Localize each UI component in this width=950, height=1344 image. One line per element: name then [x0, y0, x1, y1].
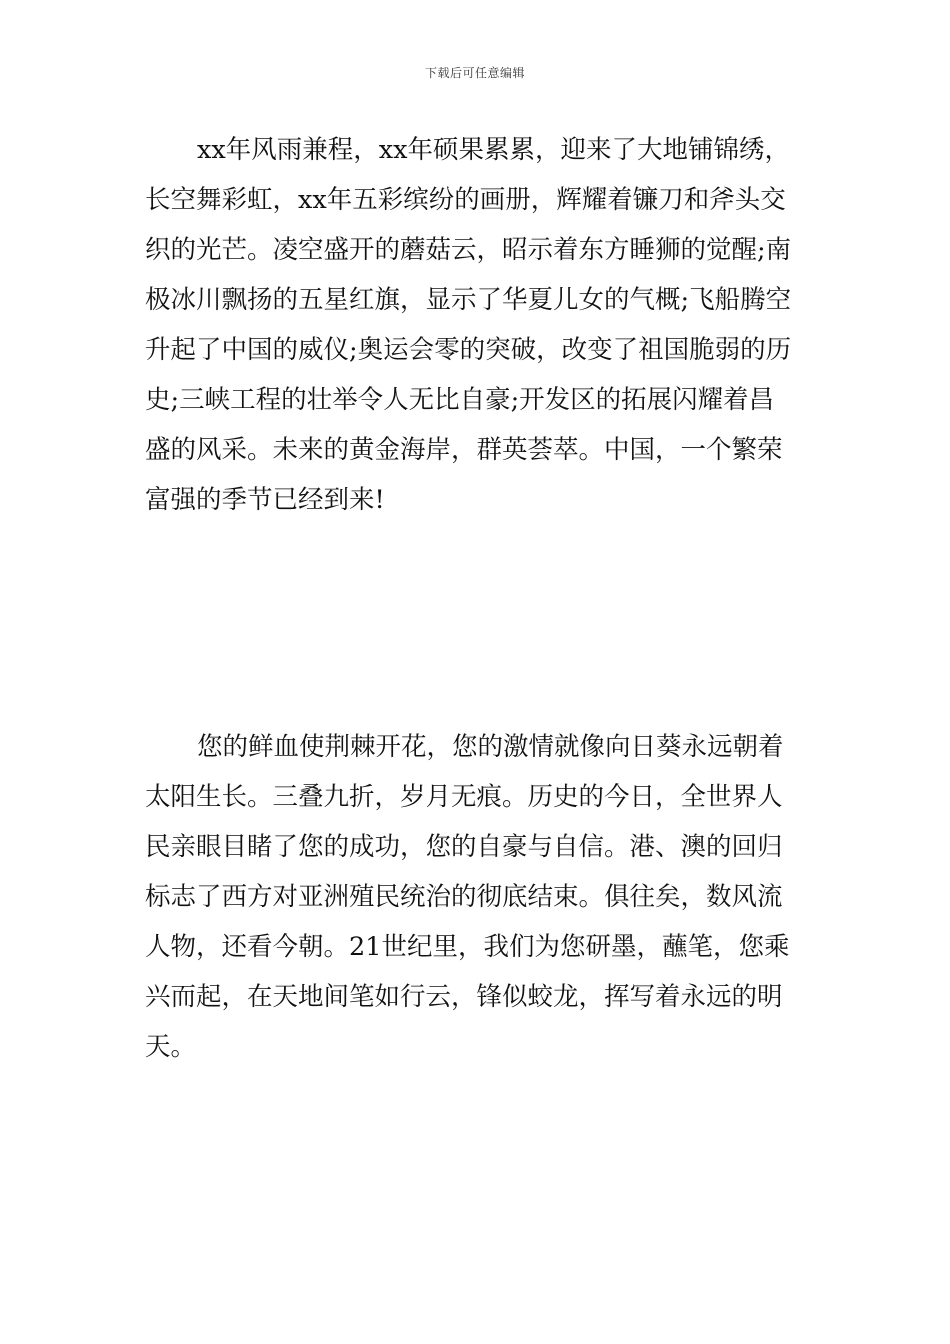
paragraph-line: 盛的风采。未来的黄金海岸，群英荟萃。中国，一个繁荣 — [145, 435, 783, 465]
paragraph-line: 标志了西方对亚洲殖民统治的彻底结束。俱往矣，数风流 — [145, 882, 783, 912]
paragraph-line: 织的光芒。凌空盛开的蘑菇云，昭示着东方睡狮的觉醒;南 — [145, 235, 792, 265]
paragraph-line: 太阳生长。三叠九折，岁月无痕。历史的今日，全世界人 — [145, 782, 783, 812]
paragraph-1 — [145, 125, 810, 525]
paragraph-line: 史;三峡工程的壮举令人无比自豪;开发区的拓展闪耀着昌 — [145, 385, 775, 415]
paragraph-line: 天。 — [145, 1032, 197, 1062]
paragraph-line: 极冰川飘扬的五星红旗，显示了华夏儿女的气概;飞船腾空 — [145, 285, 792, 315]
paragraph-line: xx年风雨兼程，xx年硕果累累，迎来了大地铺锦绣， — [197, 135, 791, 165]
paragraph-line: 兴而起，在天地间笔如行云，锋似蛟龙，挥写着永远的明 — [145, 982, 783, 1012]
paragraph-line: 富强的季节已经到来! — [145, 485, 385, 515]
paragraph-2 — [145, 722, 810, 1072]
paragraph-line: 升起了中国的威仪;奥运会零的突破，改变了祖国脆弱的历 — [145, 335, 792, 365]
paragraph-line: 人物，还看今朝。21世纪里，我们为您研墨，蘸笔，您乘 — [145, 932, 790, 962]
paragraph-line: 长空舞彩虹，xx年五彩缤纷的画册，辉耀着镰刀和斧头交 — [145, 185, 786, 215]
paragraph-line: 您的鲜血使荆棘开花，您的激情就像向日葵永远朝着 — [197, 732, 784, 762]
page-header-notice: 下载后可任意编辑 — [424, 66, 525, 80]
paragraph-line: 民亲眼目睹了您的成功，您的自豪与自信。港、澳的回归 — [145, 832, 783, 862]
